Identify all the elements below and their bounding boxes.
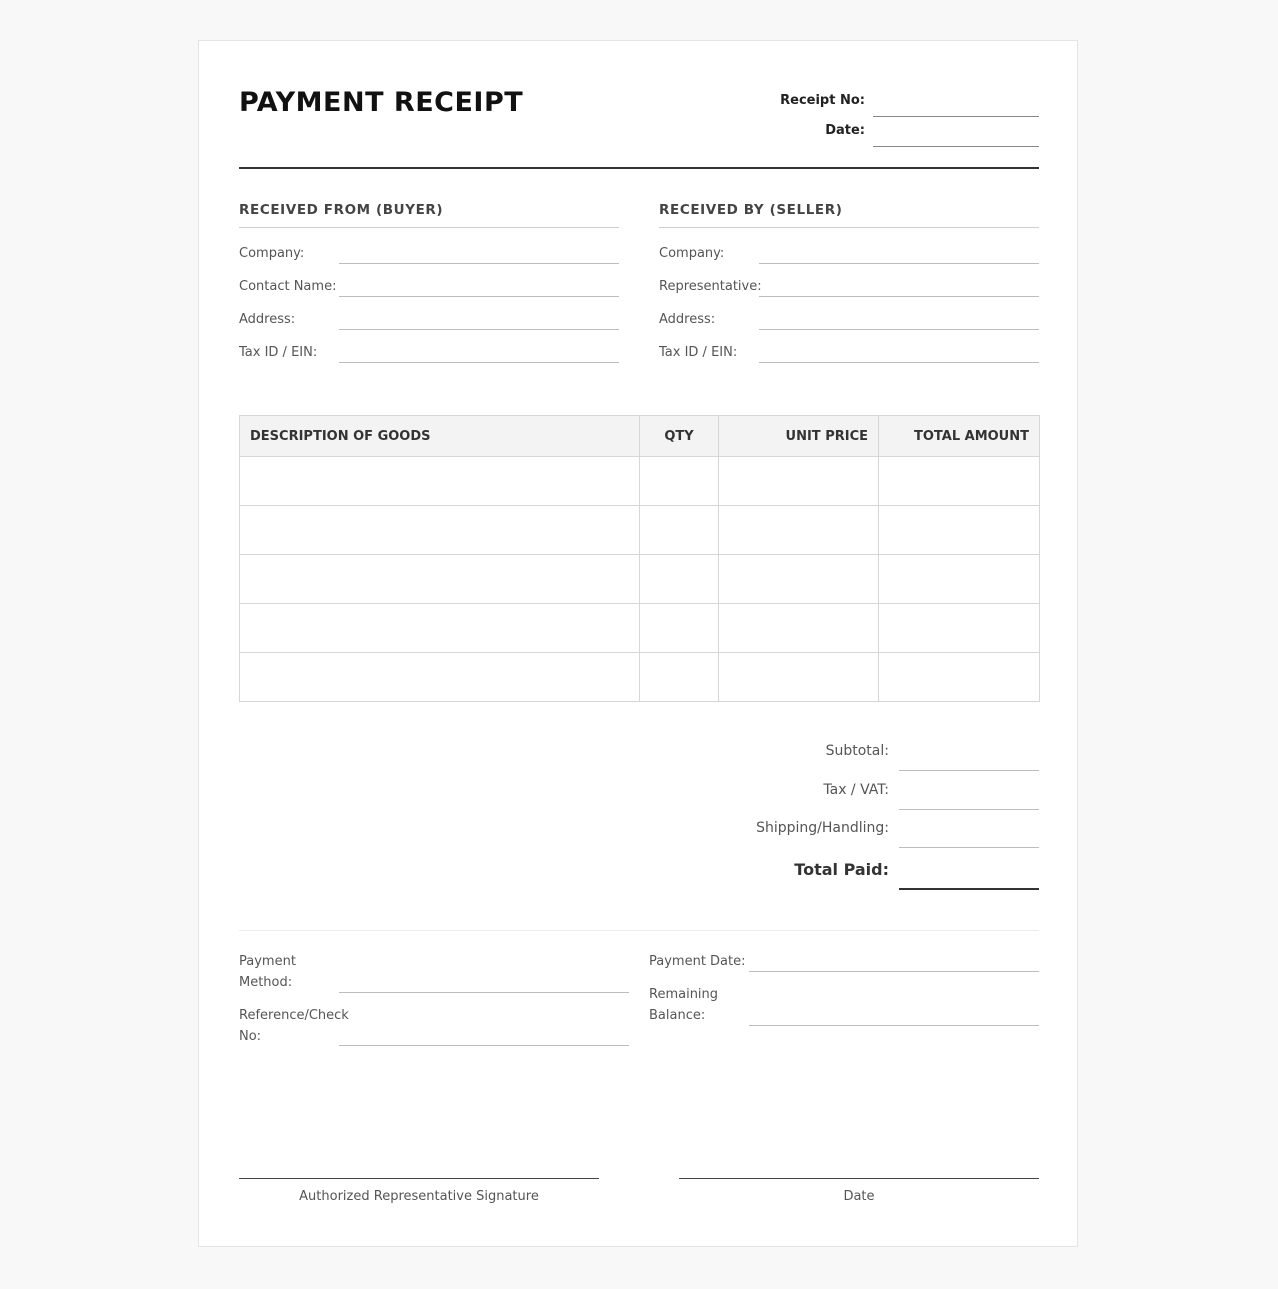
- seller-address-label: Address:: [659, 312, 716, 327]
- seller-taxid-label: Tax ID / EIN:: [659, 345, 738, 360]
- total-paid-label: Total Paid:: [794, 860, 889, 879]
- table-header-row: [240, 416, 1040, 457]
- unit-price-cell[interactable]: [719, 604, 879, 653]
- column-header-total-amount: TOTAL AMOUNT: [879, 416, 1040, 457]
- total-amount-cell[interactable]: [879, 604, 1040, 653]
- subtotal-label: Subtotal:: [825, 743, 889, 759]
- buyer-company-field[interactable]: [339, 263, 619, 264]
- buyer-contact-field[interactable]: [339, 296, 619, 297]
- seller-section-title: RECEIVED BY (SELLER): [659, 202, 843, 218]
- qty-cell[interactable]: [640, 653, 719, 702]
- table-row: [240, 506, 1040, 555]
- buyer-section-title: RECEIVED FROM (BUYER): [239, 202, 444, 218]
- seller-company-label: Company:: [659, 246, 725, 261]
- subtotal-field[interactable]: [899, 770, 1039, 771]
- buyer-section-divider: [239, 227, 619, 228]
- seller-representative-label: Representative:: [659, 279, 762, 294]
- remaining-balance-field[interactable]: [749, 1025, 1039, 1026]
- column-header-unit-price: UNIT PRICE: [719, 416, 879, 457]
- buyer-contact-label: Contact Name:: [239, 279, 337, 294]
- receipt-no-field[interactable]: [873, 116, 1039, 117]
- column-header-qty: QTY: [640, 416, 719, 457]
- tax-label: Tax / VAT:: [823, 782, 889, 798]
- description-cell[interactable]: [240, 555, 640, 604]
- shipping-label: Shipping/Handling:: [756, 820, 889, 836]
- date-label: Date:: [825, 123, 865, 138]
- receipt-no-label: Receipt No:: [780, 93, 865, 108]
- description-cell[interactable]: [240, 457, 640, 506]
- tax-field[interactable]: [899, 809, 1039, 810]
- table-row: [240, 653, 1040, 702]
- buyer-company-label: Company:: [239, 246, 305, 261]
- signature-caption: Authorized Representative Signature: [299, 1189, 539, 1204]
- unit-price-cell[interactable]: [719, 457, 879, 506]
- page-title: PAYMENT RECEIPT: [239, 87, 524, 118]
- section-divider: [239, 930, 1039, 931]
- seller-company-field[interactable]: [759, 263, 1039, 264]
- unit-price-cell[interactable]: [719, 506, 879, 555]
- column-header-description: DESCRIPTION OF GOODS: [240, 416, 640, 457]
- table-row: [240, 555, 1040, 604]
- seller-section-divider: [659, 227, 1039, 228]
- receipt-page: [198, 40, 1078, 1247]
- unit-price-cell[interactable]: [719, 653, 879, 702]
- signature-date-caption: Date: [843, 1189, 875, 1204]
- buyer-taxid-field[interactable]: [339, 362, 619, 363]
- payment-date-field[interactable]: [749, 971, 1039, 972]
- total-amount-cell[interactable]: [879, 653, 1040, 702]
- qty-cell[interactable]: [640, 604, 719, 653]
- reference-field[interactable]: [339, 1045, 629, 1046]
- unit-price-cell[interactable]: [719, 555, 879, 604]
- shipping-field[interactable]: [899, 847, 1039, 848]
- signature-date-line[interactable]: [679, 1178, 1039, 1179]
- description-cell[interactable]: [240, 653, 640, 702]
- goods-table: [239, 415, 1040, 702]
- qty-cell[interactable]: [640, 457, 719, 506]
- qty-cell[interactable]: [640, 506, 719, 555]
- header-divider: [239, 167, 1039, 169]
- total-paid-field[interactable]: [899, 888, 1039, 890]
- total-amount-cell[interactable]: [879, 457, 1040, 506]
- total-amount-cell[interactable]: [879, 506, 1040, 555]
- seller-taxid-field[interactable]: [759, 362, 1039, 363]
- description-cell[interactable]: [240, 604, 640, 653]
- date-field[interactable]: [873, 146, 1039, 147]
- table-row: [240, 604, 1040, 653]
- description-cell[interactable]: [240, 506, 640, 555]
- total-amount-cell[interactable]: [879, 555, 1040, 604]
- buyer-taxid-label: Tax ID / EIN:: [239, 345, 318, 360]
- qty-cell[interactable]: [640, 555, 719, 604]
- buyer-address-label: Address:: [239, 312, 296, 327]
- seller-address-field[interactable]: [759, 329, 1039, 330]
- table-row: [240, 457, 1040, 506]
- seller-representative-field[interactable]: [759, 296, 1039, 297]
- remaining-balance-label: Remaining Balance:: [649, 987, 719, 1023]
- payment-method-label: Payment Method:: [239, 954, 296, 990]
- signature-line[interactable]: [239, 1178, 599, 1179]
- payment-method-field[interactable]: [339, 992, 629, 993]
- payment-date-label: Payment Date:: [649, 954, 746, 969]
- buyer-address-field[interactable]: [339, 329, 619, 330]
- reference-label: Reference/Check No:: [239, 1008, 349, 1044]
